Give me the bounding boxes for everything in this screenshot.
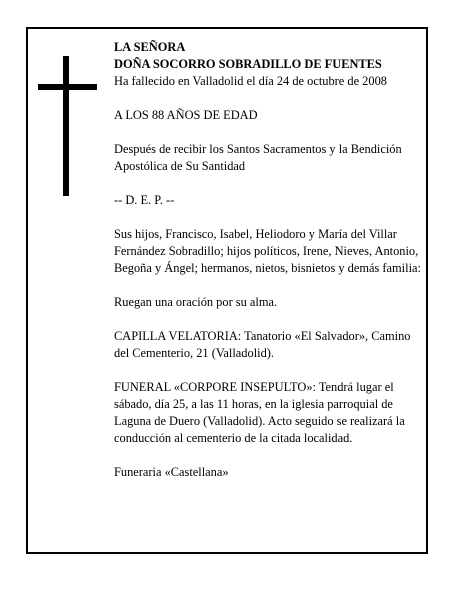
chapel-info: CAPILLA VELATORIA: Tanatorio «El Salvador», Camino del Cementerio, 21 (Valladolid).	[114, 329, 411, 360]
prayer-request: Ruegan una oración por su alma.	[114, 295, 278, 309]
family-paragraph: Sus hijos, Francisco, Isabel, Heliodoro y María del Villar Fernández Sobradillo; hijos políticos, Irene, Nieves, Antonio, Begoña y Ángel; hermanos, nietos, bisnietos y demás familia:	[114, 227, 421, 275]
title-line-1: LA SEÑORA	[114, 40, 186, 54]
cross-icon-bar	[38, 84, 97, 90]
rip-line: -- D. E. P. --	[114, 193, 175, 207]
funeral-home: Funeraria «Castellana»	[114, 465, 229, 479]
cross-icon	[63, 56, 69, 196]
obituary-text	[114, 39, 426, 498]
deceased-name: DOÑA SOCORRO SOBRADILLO DE FUENTES	[114, 57, 382, 71]
age-line: A LOS 88 AÑOS DE EDAD	[114, 108, 258, 122]
death-announcement: Ha fallecido en Valladolid el día 24 de octubre de 2008	[114, 74, 387, 88]
sacraments-paragraph: Después de recibir los Santos Sacramentos y la Bendición Apostólica de Su Santidad	[114, 142, 402, 173]
funeral-info: FUNERAL «CORPORE INSEPULTO»: Tendrá lugar el sábado, día 25, a las 11 horas, en la iglesia parroquial de Laguna de Duero (Valladolid). Acto seguido se realizará la conducción al cementerio de la citada localidad.	[114, 380, 405, 445]
